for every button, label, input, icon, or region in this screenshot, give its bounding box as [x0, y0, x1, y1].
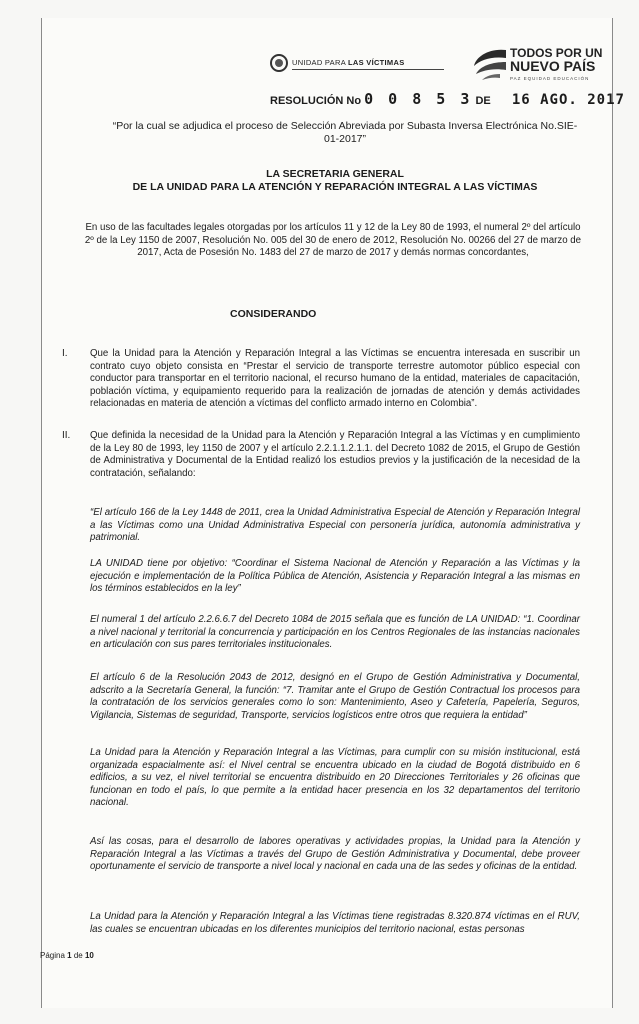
- quote-paragraph: El artículo 6 de la Resolución 2043 de 2012, designó en el Grupo de Gestión Administrativa y Documental, adscrito a la Secretaría General, la función: “7. Tramitar ante el Grupo de Gestión Contractual los procesos para la contratación de los servicios generales como lo son: Mantenimiento, Aseo y Cafetería, Papelería, Seguros, Vigilancia, Sistemas de seguridad, Transporte, servicios logísticos entre otros que requiera la entidad”: [90, 672, 580, 721]
- numeral-i: I.: [62, 348, 68, 359]
- numeral-ii: II.: [62, 430, 71, 441]
- resolution-number: 0 0 8 5 3: [364, 90, 473, 108]
- considerando-item-1: Que la Unidad para la Atención y Reparación Integral a las Víctimas se encuentra interesada en suscribir un contrato cuyo objeto consista en “Prestar el servicio de transporte terrestre automotor público especial con conductor para transportar en el territorio nacional, el recurso humano de la entidad, materiales de capacitación, población víctima, y equipamiento requerido para la realización de jornadas de atención y demás actividades relacionadas en materia de atención a víctimas del conflicto armado interno en Colombia”.: [90, 348, 580, 409]
- resolution-date: 16 AGO. 2017: [511, 92, 625, 108]
- quote-paragraph: “El artículo 166 de la Ley 1448 de 2011, crea la Unidad Administrativa Especial de Atención y Reparación Integral a las Víctimas como una Unidad Administrativa Especial con personería jurídica, autonomía administrativa y patrimonial.: [90, 507, 580, 543]
- quote-paragraph: La Unidad para la Atención y Reparación Integral a las Víctimas tiene registradas 8.320.874 víctimas en el RUV, las cuales se encuentran ubicadas en los diferentes municipios del territorio nacional, estas personas: [90, 911, 580, 935]
- considerando-item-2: Que definida la necesidad de la Unidad para la Atención y Reparación Integral a las Víctimas y en cumplimiento de la Ley 80 de 1993, ley 1150 de 2007 y el artículo 2.2.1.1.2.1.1. del Decreto 1082 de 2015, el Grupo de Gestión de Administrativa y Documental de la Entidad realizó los estudios previos y la justificación de la necesidad de la contratación, señalando:: [90, 430, 580, 479]
- quote-paragraph: LA UNIDAD tiene por objetivo: “Coordinar el Sistema Nacional de Atención y Reparación a las Víctimas y la ejecución e implementación de la Política Pública de Atención, Asistencia y Reparación Integral a las mismas en los términos establecidos en la ley”: [90, 558, 580, 594]
- resolution-label: RESOLUCIÓN No: [270, 95, 362, 107]
- coat-of-arms-icon: [270, 54, 288, 72]
- resolution-line: [270, 90, 625, 108]
- considerando-heading: CONSIDERANDO: [230, 308, 317, 320]
- logo-underline: [292, 69, 444, 70]
- quote-paragraph: La Unidad para la Atención y Reparación Integral a las Víctimas, para cumplir con su misión institucional, está organizada espacialmente así: el Nivel central se encuentra ubicado en la ciudad de Bogotá distribuido en 6 edificios, a su vez, el nivel territorial se encuentra distribuido en 20 Direcciones Territoriales y 26 oficinas que funcionan en todo el país, lo que permite a la entidad hacer presencia en los 32 departamentos del territorio nacional.: [90, 747, 580, 808]
- unidad-logo: UNIDAD PARA LAS VÍCTIMAS: [292, 58, 405, 67]
- resolution-de: DE: [475, 95, 491, 107]
- header-logos: [270, 36, 603, 86]
- quote-paragraph: El numeral 1 del artículo 2.2.6.6.7 del Decreto 1084 de 2015 señala que es función de LA UNIDAD: “1. Coordinar a nivel nacional y territorial la concurrencia y participación en los Centros Regionales de las instancias nacionales en articulación con sus pares territoriales institucionales.: [90, 614, 580, 650]
- todos-por-un-nuevo-pais-icon: [470, 46, 510, 82]
- quote-paragraph: Así las cosas, para el desarrollo de labores operativas y actividades propias, la Unidad para la Atención y Reparación Integral a las Víctimas a través del Grupo de Gestión Administrativa y Documental, debe proveer oportunamente el servicio de transporte a nivel local y nacional en cada una de las sedes y oficinas de la entidad.: [90, 836, 580, 872]
- legal-basis-paragraph: En uso de las facultades legales otorgadas por los artículos 11 y 12 de la Ley 80 de 1993, el numeral 2º del artículo 2º de la Ley 1150 de 2007, Resolución No. 005 del 30 de enero de 2012, Resolución No. 00266 del 27 de marzo de 2017, Acta de Posesión No. 1483 del 27 de marzo de 2017 y demás normas concordantes,: [84, 222, 582, 258]
- todos-logo-text: TODOS POR UN NUEVO PAÍS: [510, 46, 603, 74]
- todos-logo-subtitle: PAZ EQUIDAD EDUCACIÓN: [510, 76, 590, 81]
- page-footer: Página 1 de 10: [40, 951, 94, 960]
- resolution-subtitle: “Por la cual se adjudica el proceso de Selección Abreviada por Subasta Inversa Electrónica No.SIE-01-2017”: [112, 120, 578, 145]
- issuer-heading: LA SECRETARIA GENERAL DE LA UNIDAD PARA LA ATENCIÓN Y REPARACIÓN INTEGRAL A LAS VÍCTIMAS: [132, 168, 538, 193]
